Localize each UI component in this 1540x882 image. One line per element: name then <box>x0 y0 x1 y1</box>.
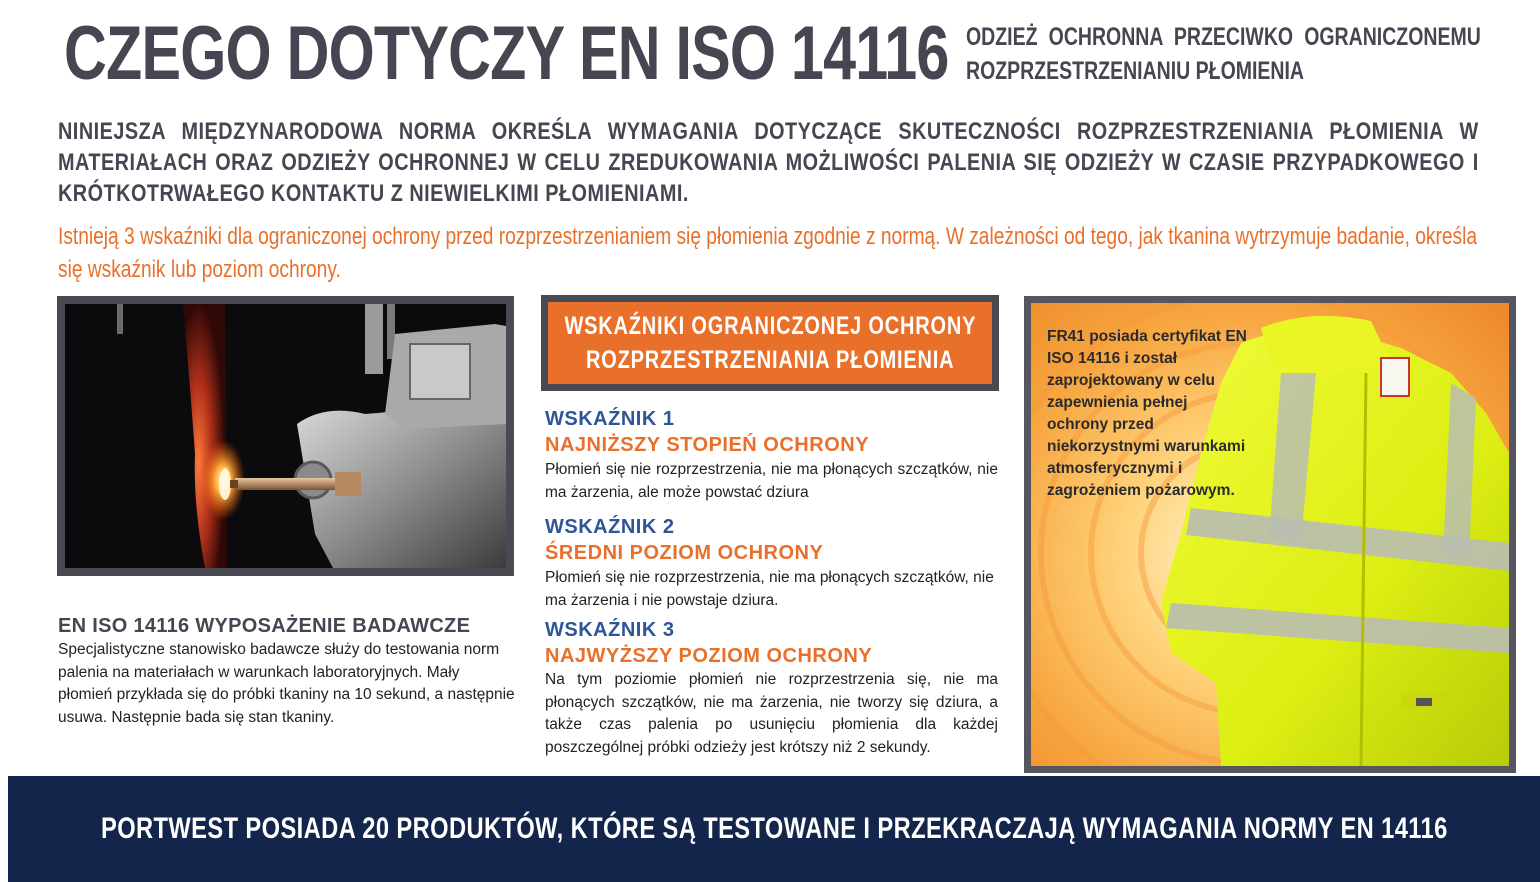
indicator-1-description: Płomień się nie rozprzestrzenia, nie ma płonących szczątków, nie ma żarzenia, ale może powstać dziura <box>545 461 998 501</box>
equipment-text: Specjalistyczne stanowisko badawcze służy do testowania norm palenia na materiałach w warunkach laboratoryjnych. Mały płomień przykłada się do próbki tkaniny na 10 sekund, a następnie usuwa. Następnie bada się stan tkaniny. <box>58 641 515 726</box>
indicators-header-line-1: WSKAŹNIKI OGRANICZONEJ OCHRONY <box>564 312 976 340</box>
indicator-1-label: WSKAŹNIK 1 <box>545 408 675 430</box>
indicator-3-label: WSKAŹNIK 3 <box>545 619 675 641</box>
indicator-2-label: WSKAŹNIK 2 <box>545 516 675 538</box>
page-title: CZEGO DOTYCZY EN ISO 14116 <box>64 11 949 96</box>
indicators-header-line-2: ROZPRZESTRZENIANIA PŁOMIENIA <box>585 346 955 374</box>
product-caption: FR41 posiada certyfikat EN ISO 14116 i został zaprojektowany w celu zapewnienia pełnej ochrony przed niekorzystnymi warunkami atmosferycznymi i zagrożeniem pożarowym. <box>1047 328 1247 499</box>
footer-text: PORTWEST POSIADA 20 PRODUKTÓW, KTÓRE SĄ TESTOWANE I PRZEKRACZAJĄ WYMAGANIA NORMY EN 14116 <box>100 812 1448 845</box>
indicator-3-description: Na tym poziomie płomień nie rozprzestrzenia się, nie ma płonących szczątków, nie ma żarzenia, nie tworzy się dziura, a także czas palenia po usunięciu płomienia dla każdej poszczególnej próbki odzieży jest krótszy niż 2 sekundy. <box>545 671 998 756</box>
page-subtitle: ODZIEŻ OCHRONNA PRZECIWKO OGRANICZONEMU ROZPRZESTRZENIANIU PŁOMIENIA <box>966 23 1481 85</box>
indicator-3-level: NAJWYŻSZY POZIOM OCHRONY <box>545 645 873 667</box>
flame-test-image <box>65 304 506 568</box>
indicator-2-description: Płomień się nie rozprzestrzenia, nie ma płonących szczątków, nie ma żarzenia i nie powstaje dziura. <box>545 569 994 609</box>
indicator-2-level: ŚREDNI POZIOM OCHRONY <box>545 542 824 564</box>
note-paragraph: Istnieją 3 wskaźniki dla ograniczonej ochrony przed rozprzestrzenianiem się płomienia zgodnie z normą. W zależności od tego, jak tkanina wytrzymuje badanie, określa się wskaźnik lub poziom ochrony. <box>58 223 1478 283</box>
footer-banner <box>8 776 1540 882</box>
equipment-title: EN ISO 14116 WYPOSAŻENIE BADAWCZE <box>58 615 471 637</box>
indicator-1-level: NAJNIŻSZY STOPIEŃ OCHRONY <box>545 434 870 456</box>
intro-paragraph: NINIEJSZA MIĘDZYNARODOWA NORMA OKREŚLA WYMAGANIA DOTYCZĄCE SKUTECZNOŚCI ROZPRZESTRZENIANIA PŁOMIENIA W MATERIAŁACH ORAZ ODZIEŻY OCHRONNEJ W CELU ZREDUKOWANIA MOŻLIWOŚCI PALENIA SIĘ ODZIEŻY W CZASIE PRZYPADKOWEGO I KRÓTKOTRWAŁEGO KONTAKTU Z NIEWIELKIMI PŁOMIENIAMI. <box>58 118 1479 207</box>
indicators-header-box <box>541 295 999 391</box>
test-equipment-photo <box>57 296 514 576</box>
